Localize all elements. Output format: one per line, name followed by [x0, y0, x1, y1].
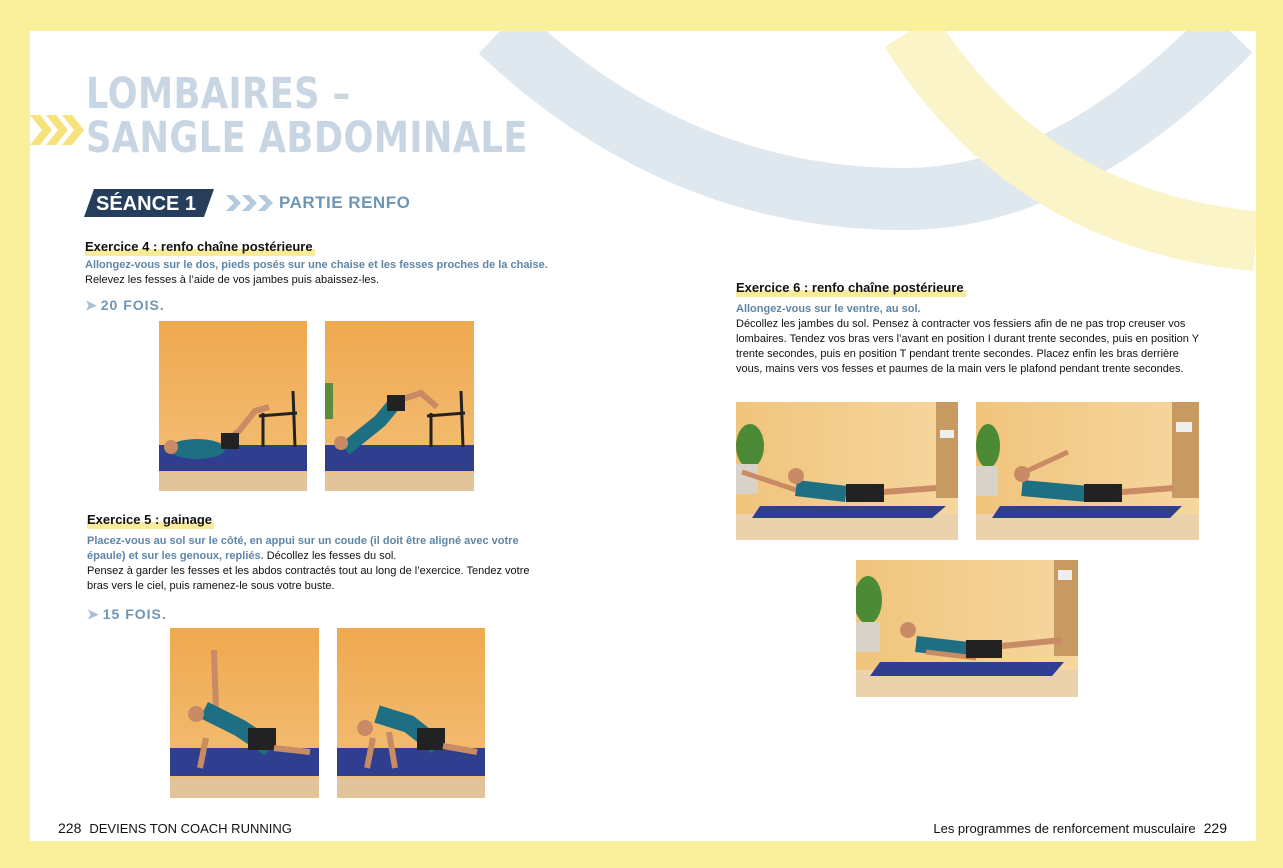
- photo-side-plank-arm-up: [170, 628, 319, 798]
- exercise-title: Exercice 6 : renfo chaîne postérieure: [736, 280, 964, 295]
- title-chevron-icon: [30, 115, 84, 145]
- partie-label: PARTIE RENFO: [279, 193, 411, 212]
- photo-superman-arms-forward: [736, 402, 958, 540]
- exercise-lead: Placez-vous au sol sur le côté, en appui sur un coude (il doit être aligné avec votre épaule) et sur les genoux, repliés. Décollez les fesses du sol.: [87, 535, 519, 562]
- page-number-left: 228: [58, 820, 82, 836]
- exercise-title: Exercice 4 : renfo chaîne postérieure: [85, 239, 313, 254]
- page-number-right: 229: [1203, 820, 1227, 836]
- footer-left: [50, 820, 292, 837]
- photo-superman-arms-back: [856, 560, 1078, 697]
- reps-count: ➤ 15 FOIS.: [87, 606, 167, 622]
- footer-right: [933, 820, 1235, 837]
- exercise-lead: Allongez-vous sur le dos, pieds posés sur une chaise et les fesses proches de la chaise.: [85, 259, 548, 271]
- exercise-body: Relevez les fesses à l’aide de vos jambes puis abaissez-les.: [85, 274, 380, 286]
- photo-bridge-up: [325, 321, 474, 491]
- book-title: DEVIENS TON COACH RUNNING: [89, 821, 292, 836]
- photo-side-plank-arm-down: [337, 628, 485, 798]
- seance-label: SÉANCE 1: [96, 193, 197, 215]
- chapter-title: Les programmes de renforcement musculaire: [933, 821, 1196, 836]
- reps-arrow-icon: ➤: [85, 297, 98, 313]
- reps-count: ➤ 20 FOIS.: [85, 297, 165, 313]
- reps-arrow-icon: ➤: [87, 606, 100, 622]
- photo-superman-arms-y: [976, 402, 1199, 540]
- exercise-body: Décollez les jambes du sol. Pensez à contracter vos fessiers afin de ne pas trop creuser vos lombaires. Tendez vos bras vers l’avant en position I durant trente secondes, puis en position Y trente secondes, puis en position T pendant trente secondes. Placez enfin les bras derrière vous, mains vers vos fesses et paumes de la main vers le plafond pendant trente secondes.: [736, 318, 1199, 375]
- partie-chevron-icon: [226, 195, 274, 211]
- exercise-6: [736, 279, 1200, 377]
- photo-bridge-start: [159, 321, 307, 491]
- page-title: LOMBAIRES – SANGLE ABDOMINALE: [86, 69, 528, 163]
- exercise-title: Exercice 5 : gainage: [87, 512, 213, 527]
- exercise-4: [85, 238, 548, 288]
- exercise-body: Pensez à garder les fesses et les abdos contractés tout au long de l’exercice. Tendez votre bras vers le ciel, puis ramenez-le sous votre buste.: [87, 565, 530, 592]
- exercise-lead: Allongez-vous sur le ventre, au sol.: [736, 303, 921, 315]
- exercise-5: [87, 511, 550, 594]
